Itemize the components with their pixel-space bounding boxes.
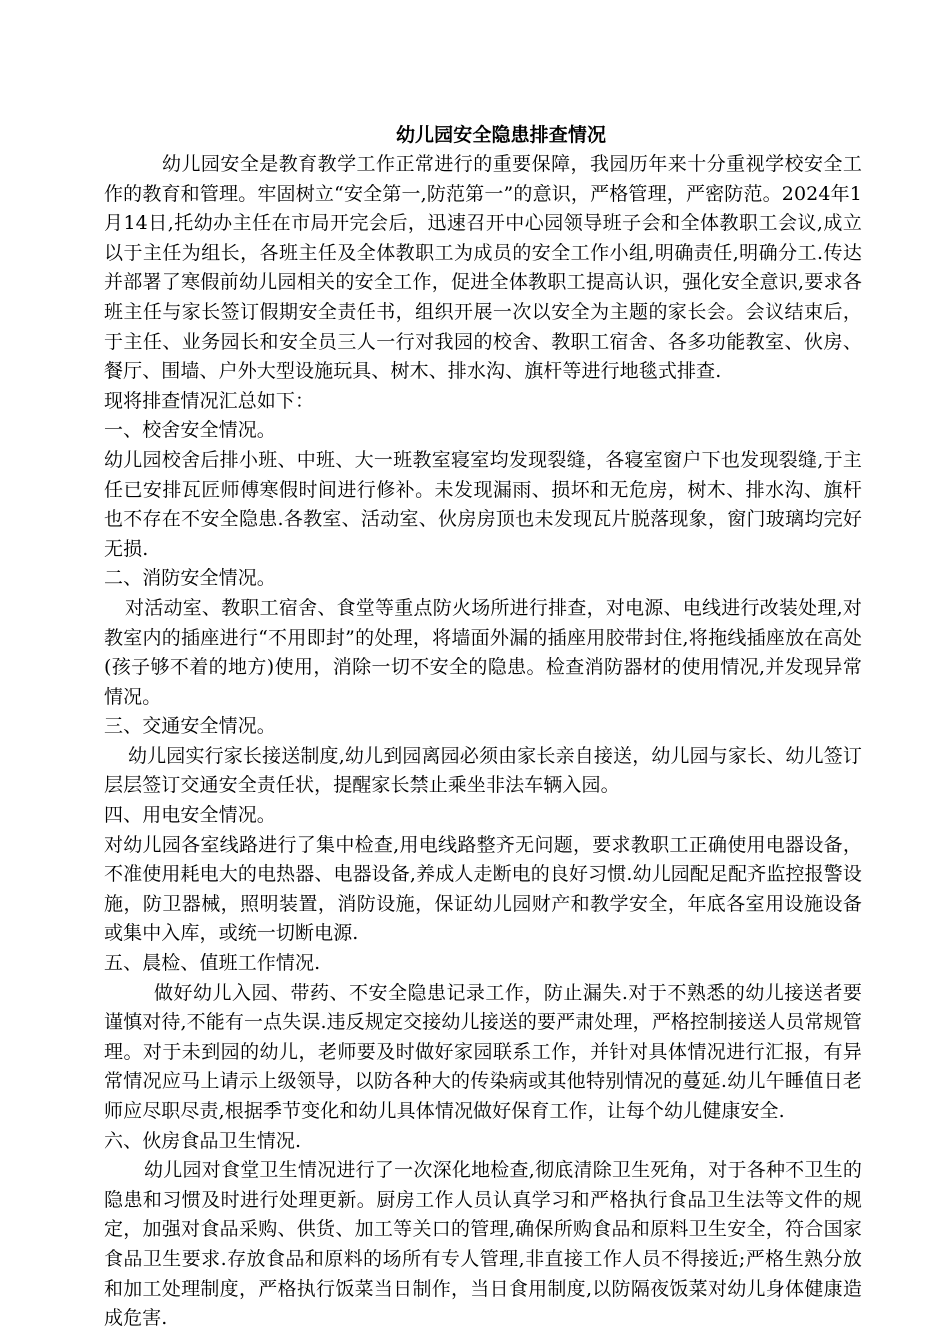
- section5-heading: 五、晨检、值班工作情况.: [104, 952, 321, 975]
- section3-heading: 三、交通安全情况。: [104, 715, 276, 738]
- document-title: 幼儿园安全隐患排查情况: [395, 124, 607, 146]
- section3-body: 幼儿园实行家长接送制度,幼儿到园离园必须由家长亲自接送，幼儿园与家长、幼儿签订层层签订交通安全责任状，提醒家长禁止乘坐非法车辆入园。: [104, 744, 862, 797]
- section4-heading: 四、用电安全情况。: [104, 804, 276, 827]
- section2-heading: 二、消防安全情况。: [104, 567, 276, 590]
- section2-body: 对活动室、教职工宿舍、食堂等重点防火场所进行排查，对电源、电线进行改装处理,对教室内的插座进行“不用即封”的处理，将墙面外漏的插座用胶带封住,将拖线插座放在高处(孩子够不着的地方)使用，消除一切不安全的隐患。检查消防器材的使用情况,并发现异常情况。: [104, 596, 862, 708]
- section1-heading: 一、校舍安全情况。: [104, 419, 276, 442]
- document-page: [104, 120, 862, 1334]
- summary-intro: 现将排查情况汇总如下：: [104, 389, 315, 412]
- section6-body: 幼儿园对食堂卫生情况进行了一次深化地检查,彻底清除卫生死角，对于各种不卫生的隐患和习惯及时进行处理更新。厨房工作人员认真学习和严格执行食品卫生法等文件的规定，加强对食品采购、供货、加工等关口的管理,确保所购食品和原料卫生安全，符合国家食品卫生要求.存放食品和原料的场所有专人管理,非直接工作人员不得接近;严格生熟分放和加工处理制度，严格执行饭菜当日制作，当日食用制度,以防隔夜饭菜对幼儿身体健康造成危害.: [104, 1159, 862, 1330]
- section4-body: 对幼儿园各室线路进行了集中检查,用电线路整齐无问题，要求教职工正确使用电器设备，不准使用耗电大的电热器、电器设备,养成人走断电的良好习惯.幼儿园配足配齐监控报警设施，防卫器械，照明装置，消防设施，保证幼儿园财产和教学安全，年底各室用设施设备或集中入库，或统一切断电源.: [104, 833, 862, 945]
- section1-body: 幼儿园校舍后排小班、中班、大一班教室寝室均发现裂缝，各寝室窗户下也发现裂缝,于主任已安排瓦匠师傅寒假时间进行修补。未发现漏雨、损坏和无危房，树木、排水沟、旗杆也不存在不安全隐患.各教室、活动室、伙房房顶也未发现瓦片脱落现象，窗门玻璃均完好无损.: [104, 448, 862, 560]
- section6-heading: 六、伙房食品卫生情况.: [104, 1129, 302, 1152]
- intro-paragraph: 幼儿园安全是教育教学工作正常进行的重要保障，我园历年来十分重视学校安全工作的教育和管理。牢固树立“安全第一,防范第一”的意识，严格管理，严密防范。2024年1月14日,托幼办主任在市局开完会后，迅速召开中心园领导班子会和全体教职工会议,成立以于主任为组长，各班主任及全体教职工为成员的安全工作小组,明确责任,明确分工.传达并部署了寒假前幼儿园相关的安全工作，促进全体教职工提高认识，强化安全意识,要求各班主任与家长签订假期安全责任书，组织开展一次以安全为主题的家长会。会议结束后，于主任、业务园长和安全员三人一行对我园的校舍、教职工宿舍、各多功能教室、伙房、餐厅、围墙、户外大型设施玩具、树木、排水沟、旗杆等进行地毯式排查.: [104, 153, 862, 383]
- section5-body: 做好幼儿入园、带药、不安全隐患记录工作，防止漏失.对于不熟悉的幼儿接送者要谨慎对待,不能有一点失误.违反规定交接幼儿接送的要严肃处理，严格控制接送人员常规管理。对于未到园的幼儿，老师要及时做好家园联系工作，并针对具体情况进行汇报，有异常情况应马上请示上级领导，以防各种大的传染病或其他特别情况的蔓延.幼儿午睡值日老师应尽职尽责,根据季节变化和幼儿具体情况做好保育工作，让每个幼儿健康安全.: [104, 981, 862, 1122]
